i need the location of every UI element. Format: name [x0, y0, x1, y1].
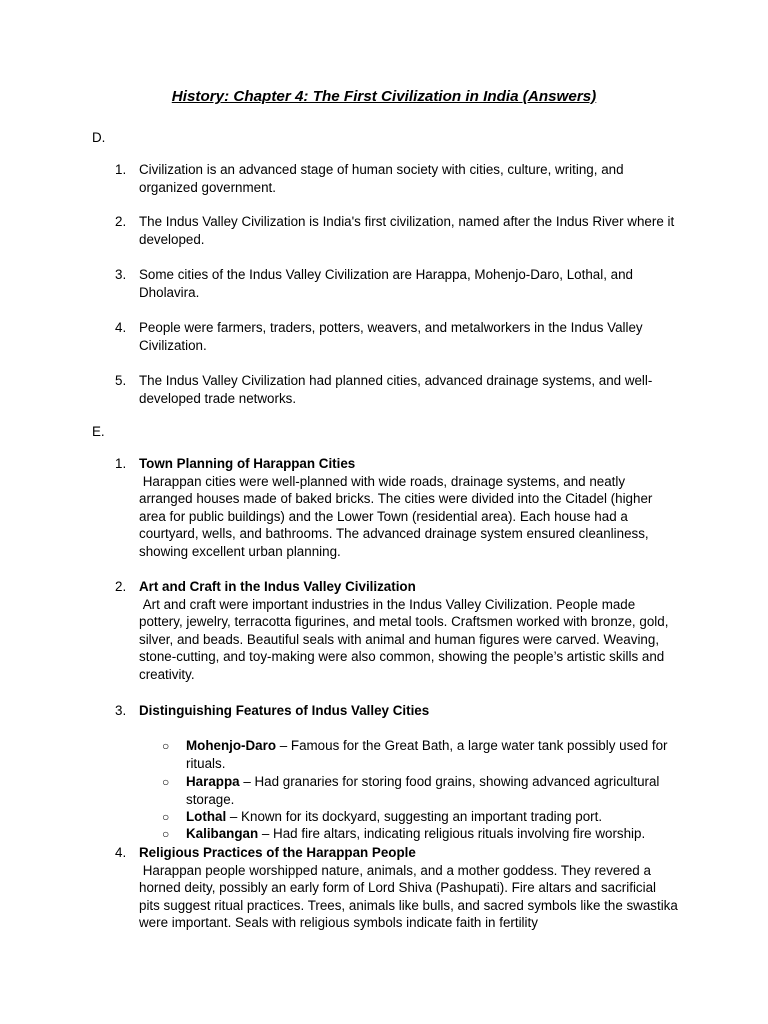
list-item: Civilization is an advanced stage of human society with cities, culture, writing, and organized government. [139, 162, 624, 195]
bullet-icon: ○ [162, 775, 170, 789]
city-name: Kalibangan [186, 826, 259, 841]
list-item-number: 2. [115, 214, 127, 229]
sub-list-item [186, 825, 726, 843]
bullet-icon: ○ [162, 827, 170, 841]
sub-list-item [186, 773, 686, 808]
item-paragraph: Art and craft were important industries in the Indus Valley Civilization. People made pottery, jewelry, terracotta figurines, and metal tools. Craftsmen worked with bronze, gold, silver, and beads. Beautiful seals with animal and human figures were carved. Weaving, stone-cutting, and toy-making were also common, showing the people’s artistic skills and creativity. [139, 596, 673, 682]
list-item: The Indus Valley Civilization is India's first civilization, named after the Indus River where it developed. [139, 214, 675, 247]
item-heading: Art and Craft in the Indus Valley Civilization [139, 579, 416, 594]
item-paragraph: Harappan people worshipped nature, animals, and a mother goddess. They revered a horned deity, possibly an early form of Lord Shiva (Pashupati). Fire altars and sacrificial pits suggest ritual practices. Trees, animals like bulls, and sacred symbols like the swastika were important. Seals with religious symbols indicate faith in fertility [139, 862, 682, 931]
section-e-label: E. [92, 424, 105, 439]
list-item: Some cities of the Indus Valley Civilization are Harappa, Mohenjo-Daro, Lothal, and Dholavira. [139, 267, 633, 300]
city-description: – Had fire altars, indicating religious rituals involving fire worship. [258, 826, 646, 841]
city-description: – Known for its dockyard, suggesting an important trading port. [226, 809, 603, 824]
item-heading: Distinguishing Features of Indus Valley Cities [139, 703, 430, 718]
sub-list-item [186, 737, 686, 772]
item-heading: Town Planning of Harappan Cities [139, 456, 356, 471]
item-paragraph: Harappan cities were well-planned with wide roads, drainage systems, and neatly arranged houses made of baked bricks. The cities were divided into the Citadel (higher area for public buildings) and the Lower Town (residential area). Each house had a courtyard, wells, and bathrooms. The advanced drainage system ensured cleanliness, showing excellent urban planning. [139, 473, 657, 559]
item-heading: Religious Practices of the Harappan People [139, 845, 416, 860]
list-item-number: 1. [115, 162, 127, 177]
list-item-number: 1. [115, 456, 127, 471]
list-item: The Indus Valley Civilization had planned cities, advanced drainage systems, and well-developed trade networks. [139, 373, 653, 406]
list-item-number: 3. [115, 267, 127, 282]
page-title: History: Chapter 4: The First Civilization in India (Answers) [171, 88, 597, 105]
city-description: – Had granaries for storing food grains, showing advanced agricultural storage. [186, 774, 660, 807]
list-item-number: 3. [115, 703, 127, 718]
list-item-number: 5. [115, 373, 127, 388]
city-name: Harappa [186, 774, 240, 789]
sub-list-item [186, 808, 706, 826]
city-description: – Famous for the Great Bath, a large water tank possibly used for rituals. [186, 738, 668, 771]
list-item-number: 4. [115, 320, 127, 335]
city-name: Mohenjo-Daro [186, 738, 277, 753]
list-item-number: 2. [115, 579, 127, 594]
section-d-label: D. [92, 130, 106, 145]
list-item: People were farmers, traders, potters, weavers, and metalworkers in the Indus Valley Civilization. [139, 320, 643, 353]
city-name: Lothal [186, 809, 227, 824]
bullet-icon: ○ [162, 810, 170, 824]
list-item-number: 4. [115, 845, 127, 860]
bullet-icon: ○ [162, 739, 170, 753]
